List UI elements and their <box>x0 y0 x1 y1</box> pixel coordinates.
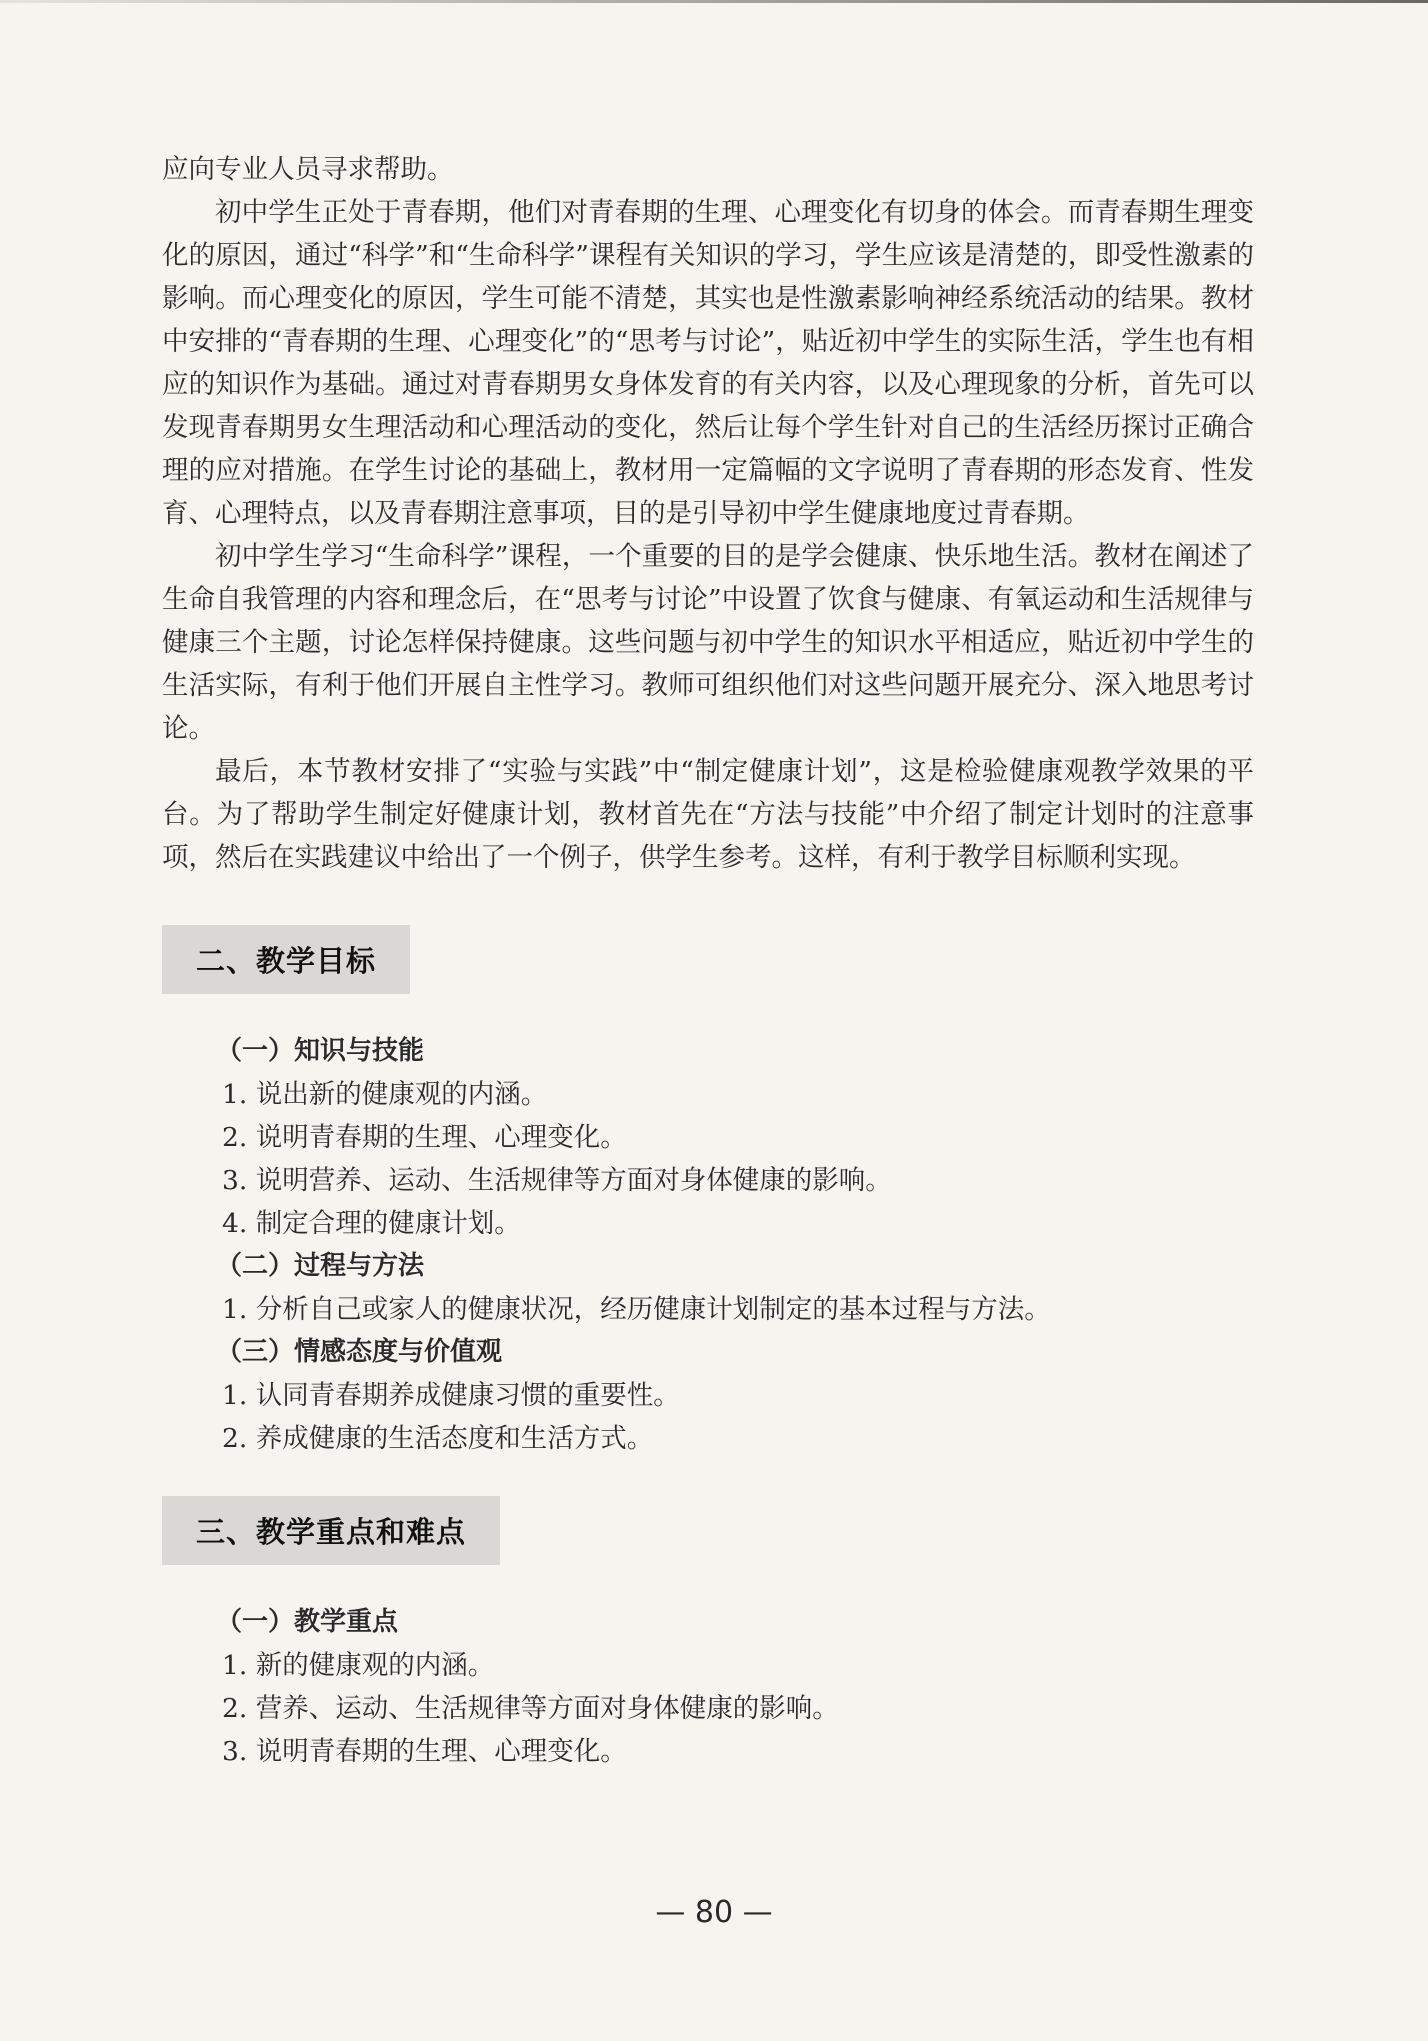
list-item: 3. 说明青春期的生理、心理变化。 <box>222 1736 627 1767</box>
list-item: 2. 说明青春期的生理、心理变化。 <box>222 1122 627 1153</box>
list-item: 1. 说出新的健康观的内涵。 <box>222 1079 548 1110</box>
page-number: — 80 — <box>655 1895 773 1930</box>
key-points-list <box>162 1601 1254 1773</box>
paragraph-4: 最后，本节教材安排了“实验与实践”中“制定健康计划”，这是检验健康观教学效果的平台。为了帮助学生制定好健康计划，教材首先在“方法与技能”中介绍了制定计划时的注意事项，然后在实践建议中给出了一个例子，供学生参考。这样，有利于教学目标顺利实现。 <box>162 756 1254 873</box>
key-point-group-heading: （一）教学重点 <box>216 1607 399 1637</box>
paragraph-3: 初中学生学习“生命科学”课程，一个重要的目的是学会健康、快乐地生活。教材在阐述了生命自我管理的内容和理念后，在“思考与讨论”中设置了饮食与健康、有氧运动和生活规律与健康三个主题，讨论怎样保持健康。这些问题与初中学生的知识水平相适应，贴近初中学生的生活实际，有利于他们开展自主性学习。教师可组织他们对这些问题开展充分、深入地思考讨论。 <box>162 541 1254 744</box>
goal-group-heading: （一）知识与技能 <box>216 1036 425 1066</box>
list-item: 3. 说明营养、运动、生活规律等方面对身体健康的影响。 <box>222 1165 892 1196</box>
page-body <box>162 148 1254 1773</box>
list-item: 4. 制定合理的健康计划。 <box>222 1208 521 1239</box>
goals-list <box>162 1030 1254 1460</box>
list-item: 1. 新的健康观的内涵。 <box>222 1650 495 1681</box>
top-edge-line <box>0 0 1428 3</box>
paragraph-2: 初中学生正处于青春期，他们对青春期的生理、心理变化有切身的体会。而青春期生理变化的原因，通过“科学”和“生命科学”课程有关知识的学习，学生应该是清楚的，即受性激素的影响。而心理变化的原因，学生可能不清楚，其实也是性激素影响神经系统活动的结果。教材中安排的“青春期的生理、心理变化”的“思考与讨论”，贴近初中学生的实际生活，学生也有相应的知识作为基础。通过对青春期男女身体发育的有关内容，以及心理现象的分析，首先可以发现青春期男女生理活动和心理活动的变化，然后让每个学生针对自己的生活经历探讨正确合理的应对措施。在学生讨论的基础上，教材用一定篇幅的文字说明了青春期的形态发育、性发育、心理特点，以及青春期注意事项，目的是引导初中学生健康地度过青春期。 <box>162 197 1254 529</box>
goal-group-heading: （三）情感态度与价值观 <box>216 1337 503 1367</box>
list-item: 1. 分析自己或家人的健康状况，经历健康计划制定的基本过程与方法。 <box>222 1294 1051 1325</box>
section-teaching-goals <box>162 925 1254 1460</box>
section-title-key-points: 三、教学重点和难点 <box>162 1496 500 1565</box>
goal-group-heading: （二）过程与方法 <box>216 1251 425 1281</box>
intro-paragraphs <box>162 148 1254 879</box>
section-key-points <box>162 1496 1254 1773</box>
list-item: 2. 养成健康的生活态度和生活方式。 <box>222 1423 654 1454</box>
paragraph-1: 应向专业人员寻求帮助。 <box>162 154 454 185</box>
section-title-goals: 二、教学目标 <box>162 925 410 994</box>
list-item: 1. 认同青春期养成健康习惯的重要性。 <box>222 1380 680 1411</box>
list-item: 2. 营养、运动、生活规律等方面对身体健康的影响。 <box>222 1693 839 1724</box>
